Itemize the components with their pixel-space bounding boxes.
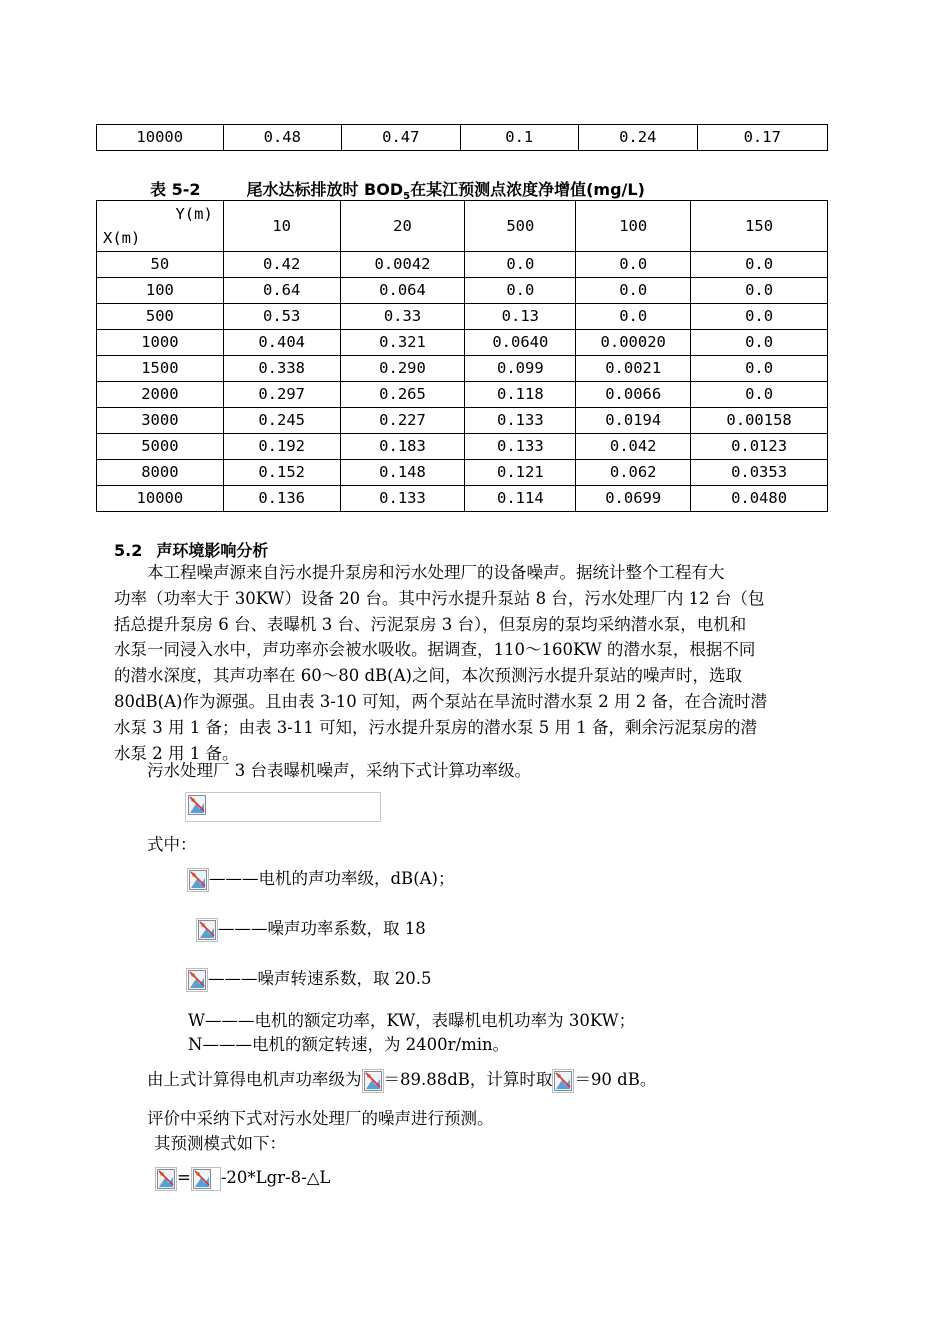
- paragraph-aerator: 污水处理厂 3 台表曝机噪声，采纳下式计算功率级。: [147, 761, 531, 780]
- symbol-image: [186, 968, 208, 992]
- symbol-image: [187, 868, 209, 892]
- definition-item: ———噪声功率系数，取 18: [196, 916, 426, 942]
- table-row: [97, 434, 828, 460]
- broken-image-icon: [188, 795, 206, 815]
- table-cell: 0.118: [465, 382, 576, 408]
- broken-image-icon: [157, 1169, 175, 1189]
- table-cell: 0.0: [691, 304, 828, 330]
- table-row: [97, 408, 828, 434]
- table-5-2: [96, 200, 828, 512]
- table-cell: 0.064: [340, 278, 465, 304]
- table-cell: 0.0066: [576, 382, 691, 408]
- table-row: [97, 460, 828, 486]
- table-caption: [150, 177, 645, 202]
- table-cell: 0.152: [223, 460, 340, 486]
- section-heading: [114, 538, 268, 561]
- table-row: [97, 382, 828, 408]
- table-cell: 0.0353: [691, 460, 828, 486]
- table-caption-title: 尾水达标排放时 $BOD_5$在某江预测点浓度净增值(mg/L): [246, 180, 645, 203]
- table-cell: 0.0194: [576, 408, 691, 434]
- table-body: [97, 252, 828, 512]
- definition-n: N———电机的额定转速，为 2400r/min。: [188, 1035, 510, 1054]
- symbol-image: [362, 1069, 384, 1093]
- table-cell: 0.0042: [340, 252, 465, 278]
- paragraph-line: 括总提升泵房 6 台、表曝机 3 台、污泥泵房 3 台），但泵房的泵均采纳潜水泵，电机和: [114, 614, 747, 634]
- table-cell: 0.0: [691, 382, 828, 408]
- table-cell: 0.148: [340, 460, 465, 486]
- table-row: [97, 304, 828, 330]
- calculation-result: 由上式计算得电机声功率级为 ＝89.88dB，计算时取 ＝90 dB。: [147, 1067, 656, 1093]
- row-header-cell: 2000: [97, 382, 224, 408]
- corner-header-cell: [97, 201, 224, 252]
- formula-image: [185, 792, 381, 822]
- section-number: 5.2: [114, 541, 143, 560]
- table-cell: 0.0: [576, 278, 691, 304]
- symbol-image: [191, 1167, 221, 1191]
- table-cell: 0.47: [342, 125, 461, 151]
- table-cell: 0.042: [576, 434, 691, 460]
- table-cell: 0.00020: [576, 330, 691, 356]
- definition-w: W———电机的额定功率，KW，表曝机电机功率为 30KW；: [188, 1011, 636, 1030]
- row-header-cell: 500: [97, 304, 224, 330]
- table-cell: 0.0: [465, 252, 576, 278]
- table-5-1-last-row: [96, 124, 828, 151]
- table-row: [97, 356, 828, 382]
- table-cell: 0.0: [691, 278, 828, 304]
- table-cell: 0.265: [340, 382, 465, 408]
- paragraph-line: 水泵 2 用 1 备。: [114, 743, 239, 763]
- row-header-cell: 50: [97, 252, 224, 278]
- definition-item: ———噪声转速系数，取 20.5: [186, 966, 431, 992]
- broken-image-icon: [554, 1071, 572, 1091]
- broken-image-icon: [364, 1071, 382, 1091]
- column-header: 20: [340, 201, 465, 252]
- table-cell: 0.0: [691, 330, 828, 356]
- table-cell: 0.00158: [691, 408, 828, 434]
- paragraph-line: 水泵 3 用 1 备；由表 3-11 可知，污水提升泵房的潜水泵 5 用 1 备，剩余污泥泵房的潜: [114, 717, 758, 737]
- table-cell: 0.0: [691, 356, 828, 382]
- table-cell: 0.33: [340, 304, 465, 330]
- table-cell: 0.062: [576, 460, 691, 486]
- table-cell: 0.0699: [576, 486, 691, 512]
- table-cell: 0.0: [691, 252, 828, 278]
- corner-y-label: Y(m): [175, 205, 213, 223]
- paragraph-prediction: 评价中采纳下式对污水处理厂的噪声进行预测。: [147, 1109, 494, 1128]
- table-cell: 0.099: [465, 356, 576, 382]
- table-cell: 0.136: [223, 486, 340, 512]
- paragraph-line: 功率（功率大于 30KW）设备 20 台。其中污水提升泵站 8 台，污水处理厂内 12 台（包: [114, 588, 765, 608]
- table-cell: 0.0: [465, 278, 576, 304]
- row-header-cell: 100: [97, 278, 224, 304]
- table-cell: 0.0: [576, 304, 691, 330]
- column-header: 500: [465, 201, 576, 252]
- table-cell: 0.121: [465, 460, 576, 486]
- table-cell: 0.133: [340, 486, 465, 512]
- row-header-cell: 10000: [97, 486, 224, 512]
- table-cell: 0.24: [579, 125, 698, 151]
- table-cell: 0.245: [223, 408, 340, 434]
- paragraph-line: 本工程噪声源来自污水提升泵房和污水处理厂的设备噪声。据统计整个工程有大: [147, 563, 725, 582]
- table-cell: 0.183: [340, 434, 465, 460]
- definition-item: ———电机的声功率级，dB(A)；: [187, 866, 454, 892]
- table-cell: 0.1: [460, 125, 578, 151]
- table-cell: 0.297: [223, 382, 340, 408]
- paragraph-line: 水泵一同浸入水中，声功率亦会被水吸收。据调查，110～160KW 的潜水泵，根据不同: [114, 640, 756, 660]
- broken-image-icon: [198, 920, 216, 940]
- row-header-cell: 1500: [97, 356, 224, 382]
- table-cell: 0.0640: [465, 330, 576, 356]
- table-row: [97, 278, 828, 304]
- table-row: [97, 125, 828, 151]
- column-header: 100: [576, 201, 691, 252]
- prediction-formula: = -20*Lgr-8-△L: [155, 1165, 330, 1191]
- table-row: [97, 252, 828, 278]
- table-caption-label: 表 5-2: [150, 180, 201, 199]
- broken-image-icon: [188, 970, 206, 990]
- table-row: [97, 330, 828, 356]
- symbol-image: [155, 1167, 177, 1191]
- where-label: 式中：: [147, 835, 197, 854]
- table-cell: 0.338: [223, 356, 340, 382]
- table-cell: 0.53: [223, 304, 340, 330]
- row-header-cell: 3000: [97, 408, 224, 434]
- paragraph-line: 80dB(A)作为源强。且由表 3-10 可知，两个泵站在旱流时潜水泵 2 用 2 备，在合流时潜: [114, 691, 768, 711]
- paragraph-noise-sources: [114, 560, 767, 766]
- broken-image-icon: [193, 1169, 211, 1189]
- table-row: [97, 486, 828, 512]
- table-cell: 0.64: [223, 278, 340, 304]
- table-cell: 0.13: [465, 304, 576, 330]
- table-cell: 10000: [97, 125, 224, 151]
- table-cell: 0.0: [576, 252, 691, 278]
- row-header-cell: 5000: [97, 434, 224, 460]
- symbol-image: [552, 1069, 574, 1093]
- column-header: 150: [691, 201, 828, 252]
- table-cell: 0.227: [340, 408, 465, 434]
- table-cell: 0.48: [223, 125, 342, 151]
- paragraph-line: 的潜水深度，其声功率在 60～80 dB(A)之间，本次预测污水提升泵站的噪声时，选取: [114, 666, 742, 686]
- table-cell: 0.42: [223, 252, 340, 278]
- paragraph-model: 其预测模式如下：: [154, 1134, 286, 1153]
- corner-x-label: X(m): [103, 229, 141, 247]
- table-cell: 0.404: [223, 330, 340, 356]
- symbol-image: [196, 918, 218, 942]
- row-header-cell: 8000: [97, 460, 224, 486]
- table-cell: 0.0480: [691, 486, 828, 512]
- table-cell: 0.290: [340, 356, 465, 382]
- table-cell: 0.114: [465, 486, 576, 512]
- table-cell: 0.192: [223, 434, 340, 460]
- broken-image-icon: [189, 870, 207, 890]
- table-cell: 0.0021: [576, 356, 691, 382]
- row-header-cell: 1000: [97, 330, 224, 356]
- table-cell: 0.0123: [691, 434, 828, 460]
- table-cell: 0.133: [465, 408, 576, 434]
- column-header: 10: [223, 201, 340, 252]
- table-cell: 0.321: [340, 330, 465, 356]
- table-header-row: [97, 201, 828, 252]
- table-cell: 0.133: [465, 434, 576, 460]
- table-cell: 0.17: [697, 125, 827, 151]
- section-title: 声环境影响分析: [156, 541, 269, 560]
